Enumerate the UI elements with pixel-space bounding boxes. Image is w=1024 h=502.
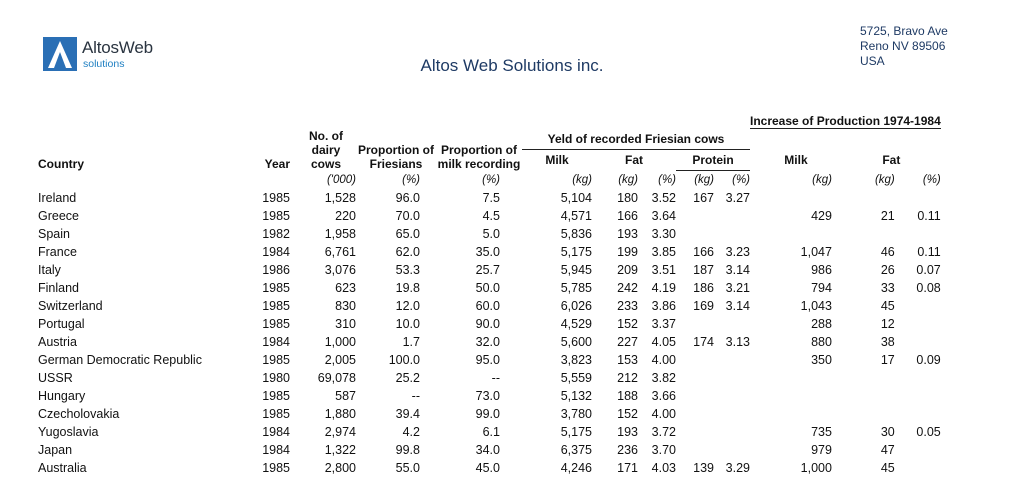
cell-friesians: 62.0 [395, 245, 420, 259]
cell-increase-fat-kg: 45 [880, 461, 895, 475]
unit-label: (kg) [618, 173, 638, 186]
cell-increase-fat-pct [895, 315, 941, 333]
cell-yield-fat-kg: 171 [617, 461, 638, 475]
cell-country: Portugal [38, 317, 85, 331]
cell-increase-milk: 429 [811, 209, 832, 223]
cell-milk-recording: 6.1 [482, 425, 500, 439]
cell-yield-milk: 4,529 [560, 317, 592, 331]
cell-yield-fat-kg: 153 [617, 353, 638, 367]
cell-yield-fat-kg: 166 [617, 209, 638, 223]
cell-yield-fat-pct: 3.70 [651, 443, 676, 457]
cell-dairy-cows: 2,800 [324, 461, 356, 475]
cell-increase-fat-kg: 17 [880, 353, 895, 367]
cell-yield-fat-pct: 3.72 [651, 425, 676, 439]
col-header-friesians: Proportion of Friesians [358, 142, 434, 171]
cell-yield-milk: 6,375 [560, 443, 592, 457]
cell-increase-fat-kg: 45 [880, 299, 895, 313]
cell-protein-kg [676, 441, 714, 459]
address-line: USA [860, 54, 885, 68]
cell-yield-fat-kg: 193 [617, 425, 638, 439]
cell-country: German Democratic Republic [38, 353, 202, 367]
cell-country: Hungary [38, 389, 86, 403]
cell-increase-milk: 735 [811, 425, 832, 439]
cell-yield-fat-kg: 212 [617, 371, 638, 385]
cell-country: Italy [38, 263, 61, 277]
table-row [38, 297, 941, 315]
cell-yield-milk: 5,559 [560, 371, 592, 385]
cell-increase-fat-pct: 0.11 [917, 245, 941, 259]
cell-milk-recording: 25.7 [475, 263, 500, 277]
cell-yield-fat-pct: 3.66 [651, 389, 676, 403]
cell-friesians: 65.0 [395, 227, 420, 241]
cell-yield-fat-kg: 233 [617, 299, 638, 313]
cell-dairy-cows: 6,761 [324, 245, 356, 259]
group-header-increase: Increase of Production 1974-1984 [750, 110, 941, 129]
company-address [860, 24, 948, 69]
cell-milk-recording: 73.0 [475, 389, 500, 403]
cell-yield-fat-kg: 152 [617, 407, 638, 421]
cell-increase-fat-pct [895, 441, 941, 459]
cell-country: Finland [38, 281, 79, 295]
cell-protein-pct: 3.29 [725, 461, 750, 475]
cell-yield-fat-pct: 4.00 [651, 407, 676, 421]
table-row [38, 351, 941, 369]
cell-yield-milk: 5,175 [560, 425, 592, 439]
cell-increase-milk: 880 [811, 335, 832, 349]
address-line: 5725, Bravo Ave [860, 24, 948, 38]
unit-label: (%) [658, 173, 676, 186]
cell-increase-milk [750, 369, 842, 387]
cell-yield-milk: 5,945 [560, 263, 592, 277]
cell-increase-fat-kg [842, 369, 895, 387]
cell-year: 1980 [262, 371, 290, 385]
cell-protein-kg [676, 405, 714, 423]
cell-yield-fat-kg: 209 [617, 263, 638, 277]
table-row [38, 189, 941, 207]
cell-protein-pct: 3.21 [725, 281, 750, 295]
col-header-country: Country [38, 156, 84, 171]
cell-milk-recording: 4.5 [482, 209, 500, 223]
cell-dairy-cows: 1,880 [324, 407, 356, 421]
cell-yield-fat-pct: 4.05 [651, 335, 676, 349]
cell-increase-fat-pct [895, 369, 941, 387]
cell-yield-milk: 5,785 [560, 281, 592, 295]
cell-yield-fat-pct: 4.03 [651, 461, 676, 475]
cell-yield-fat-pct: 3.64 [651, 209, 676, 223]
cell-milk-recording: -- [491, 371, 500, 385]
cell-country: Spain [38, 227, 70, 241]
cell-dairy-cows: 1,322 [324, 443, 356, 457]
cell-milk-recording: 45.0 [475, 461, 500, 475]
cell-yield-fat-pct: 4.00 [651, 353, 676, 367]
sub-header-milk: Milk [545, 153, 569, 168]
cell-year: 1982 [262, 227, 290, 241]
cell-dairy-cows: 2,974 [324, 425, 356, 439]
cell-year: 1985 [262, 461, 290, 475]
cell-yield-fat-pct: 3.52 [651, 191, 676, 205]
cell-increase-milk [750, 225, 842, 243]
cell-dairy-cows: 69,078 [317, 371, 356, 385]
cell-increase-fat-kg: 30 [880, 425, 895, 439]
cell-milk-recording: 5.0 [482, 227, 500, 241]
cell-increase-fat-pct: 0.07 [916, 263, 941, 277]
cell-friesians: -- [411, 389, 420, 403]
cell-friesians: 53.3 [395, 263, 420, 277]
table-row [38, 423, 941, 441]
table-row [38, 243, 941, 261]
cell-milk-recording: 99.0 [475, 407, 500, 421]
unit-label: (kg) [812, 173, 832, 186]
cell-year: 1985 [262, 281, 290, 295]
cell-increase-milk: 986 [811, 263, 832, 277]
cell-protein-kg: 186 [693, 281, 714, 295]
cell-year: 1986 [262, 263, 290, 277]
cell-increase-fat-pct [895, 459, 941, 477]
table-row [38, 225, 941, 243]
dairy-data-table [38, 110, 941, 477]
sub-header-protein: Protein [676, 149, 750, 170]
cell-milk-recording: 95.0 [475, 353, 500, 367]
cell-year: 1985 [262, 209, 290, 223]
cell-milk-recording: 32.0 [475, 335, 500, 349]
col-header-recording: Proportion of milk recording [437, 142, 521, 171]
cell-dairy-cows: 1,000 [324, 335, 356, 349]
cell-increase-fat-pct [895, 405, 941, 423]
cell-increase-fat-pct: 0.05 [916, 425, 941, 439]
cell-increase-fat-pct: 0.09 [916, 353, 941, 367]
cell-increase-fat-kg: 47 [880, 443, 895, 457]
cell-protein-pct [714, 315, 750, 333]
cell-yield-fat-kg: 242 [617, 281, 638, 295]
unit-label: (%) [482, 173, 500, 186]
cell-friesians: 100.0 [388, 353, 420, 367]
cell-dairy-cows: 1,958 [324, 227, 356, 241]
cell-increase-fat-kg [842, 405, 895, 423]
address-line: Reno NV 89506 [860, 39, 946, 53]
cell-friesians: 4.2 [402, 425, 420, 439]
cell-yield-milk: 6,026 [560, 299, 592, 313]
cell-year: 1985 [262, 353, 290, 367]
cell-country: Ireland [38, 191, 77, 205]
cell-dairy-cows: 830 [335, 299, 356, 313]
cell-protein-kg: 166 [693, 245, 714, 259]
cell-protein-kg: 174 [693, 335, 714, 349]
cell-dairy-cows: 587 [335, 389, 356, 403]
cell-increase-fat-kg: 38 [880, 335, 895, 349]
table-row [38, 279, 941, 297]
cell-yield-fat-kg: 193 [617, 227, 638, 241]
cell-protein-pct [714, 225, 750, 243]
cell-increase-fat-pct: 0.08 [916, 281, 941, 295]
table-row [38, 333, 941, 351]
cell-year: 1984 [262, 443, 290, 457]
table-row [38, 441, 941, 459]
cell-increase-fat-kg: 12 [880, 317, 895, 331]
cell-increase-milk: 1,000 [800, 461, 832, 475]
col-header-year: Year [264, 156, 290, 171]
cell-year: 1985 [262, 191, 290, 205]
cell-friesians: 19.8 [395, 281, 420, 295]
cell-yield-fat-pct: 3.51 [651, 263, 676, 277]
cell-milk-recording: 7.5 [482, 191, 500, 205]
unit-label: (%) [922, 173, 941, 186]
cell-increase-milk: 350 [811, 353, 832, 367]
cell-friesians: 10.0 [395, 317, 420, 331]
cell-country: Australia [38, 461, 87, 475]
cell-milk-recording: 35.0 [475, 245, 500, 259]
cell-increase-fat-kg [842, 225, 895, 243]
cell-increase-milk: 288 [811, 317, 832, 331]
table-row [38, 261, 941, 279]
cell-protein-kg [676, 387, 714, 405]
cell-protein-pct: 3.13 [725, 335, 750, 349]
sub-header-increase-fat: Fat [882, 152, 901, 167]
company-title: Altos Web Solutions inc. [420, 56, 604, 75]
cell-dairy-cows: 623 [335, 281, 356, 295]
cell-yield-milk: 5,600 [560, 335, 592, 349]
cell-yield-milk: 5,104 [560, 191, 592, 205]
table-row [38, 405, 941, 423]
cell-milk-recording: 90.0 [475, 317, 500, 331]
cell-protein-pct: 3.14 [725, 263, 750, 277]
cell-dairy-cows: 2,005 [324, 353, 356, 367]
cell-increase-fat-pct [895, 333, 941, 351]
cell-country: Austria [38, 335, 77, 349]
cell-yield-milk: 3,780 [560, 407, 592, 421]
cell-dairy-cows: 1,528 [324, 191, 356, 205]
cell-yield-fat-kg: 236 [617, 443, 638, 457]
cell-friesians: 1.7 [402, 335, 420, 349]
cell-protein-pct [714, 405, 750, 423]
cell-protein-kg [676, 207, 714, 225]
cell-yield-fat-kg: 180 [617, 191, 638, 205]
table-row [38, 207, 941, 225]
unit-label: (kg) [874, 173, 895, 186]
cell-yield-fat-kg: 188 [617, 389, 638, 403]
cell-protein-kg: 139 [693, 461, 714, 475]
unit-label: (%) [402, 173, 420, 186]
table-row [38, 459, 941, 477]
cell-increase-milk [750, 189, 842, 207]
cell-protein-kg: 167 [693, 191, 714, 205]
cell-protein-kg [676, 351, 714, 369]
cell-year: 1985 [262, 299, 290, 313]
cell-dairy-cows: 310 [335, 317, 356, 331]
sub-header-increase-milk: Milk [784, 152, 808, 167]
cell-protein-kg: 169 [693, 299, 714, 313]
cell-increase-fat-pct: 0.11 [917, 209, 941, 223]
cell-protein-pct: 3.23 [725, 245, 750, 259]
unit-label: (%) [732, 174, 750, 186]
cell-increase-fat-pct [895, 297, 941, 315]
cell-dairy-cows: 3,076 [324, 263, 356, 277]
cell-dairy-cows: 220 [335, 209, 356, 223]
cell-increase-fat-pct [895, 189, 941, 207]
cell-yield-milk: 5,132 [560, 389, 592, 403]
cell-friesians: 99.8 [395, 443, 420, 457]
cell-protein-pct [714, 351, 750, 369]
cell-year: 1985 [262, 389, 290, 403]
cell-yield-milk: 4,571 [560, 209, 592, 223]
cell-increase-fat-kg: 46 [880, 245, 895, 259]
cell-protein-kg [676, 225, 714, 243]
cell-increase-fat-kg [842, 189, 895, 207]
group-header-yield: Yeld of recorded Friesian cows [522, 129, 750, 150]
cell-year: 1984 [262, 335, 290, 349]
cell-increase-fat-pct [895, 225, 941, 243]
unit-label: ('000) [326, 173, 356, 186]
sub-header-fat: Fat [625, 153, 643, 168]
cell-friesians: 55.0 [395, 461, 420, 475]
cell-milk-recording: 50.0 [475, 281, 500, 295]
cell-increase-fat-kg: 21 [880, 209, 895, 223]
cell-protein-pct [714, 369, 750, 387]
cell-country: Czecholovakia [38, 407, 120, 421]
cell-yield-milk: 3,823 [560, 353, 592, 367]
cell-protein-kg [676, 369, 714, 387]
cell-milk-recording: 34.0 [475, 443, 500, 457]
cell-increase-milk: 794 [811, 281, 832, 295]
cell-year: 1984 [262, 425, 290, 439]
table-row [38, 315, 941, 333]
cell-increase-milk [750, 405, 842, 423]
logo-subtitle: solutions [83, 58, 125, 70]
cell-increase-fat-kg [842, 387, 895, 405]
cell-friesians: 12.0 [395, 299, 420, 313]
cell-country: USSR [38, 371, 73, 385]
col-header-cows: No. of dairy cows [309, 128, 343, 171]
cell-yield-milk: 5,836 [560, 227, 592, 241]
cell-yield-fat-pct: 3.85 [651, 245, 676, 259]
cell-protein-kg [676, 315, 714, 333]
cell-protein-pct [714, 441, 750, 459]
unit-label: (kg) [572, 173, 592, 186]
cell-milk-recording: 60.0 [475, 299, 500, 313]
cell-country: Yugoslavia [38, 425, 99, 439]
cell-yield-milk: 4,246 [560, 461, 592, 475]
cell-year: 1985 [262, 317, 290, 331]
cell-year: 1985 [262, 407, 290, 421]
cell-friesians: 25.2 [395, 371, 420, 385]
cell-protein-pct [714, 207, 750, 225]
cell-increase-milk: 979 [811, 443, 832, 457]
cell-yield-fat-pct: 3.86 [651, 299, 676, 313]
cell-protein-pct [714, 387, 750, 405]
cell-protein-pct: 3.14 [725, 299, 750, 313]
cell-yield-fat-pct: 3.37 [651, 317, 676, 331]
table-row [38, 387, 941, 405]
cell-protein-kg [676, 423, 714, 441]
cell-country: Greece [38, 209, 79, 223]
cell-increase-milk [750, 387, 842, 405]
cell-yield-fat-pct: 3.30 [651, 227, 676, 241]
cell-friesians: 96.0 [395, 191, 420, 205]
cell-yield-fat-kg: 227 [617, 335, 638, 349]
cell-increase-fat-pct [895, 387, 941, 405]
cell-friesians: 70.0 [395, 209, 420, 223]
cell-protein-pct: 3.27 [725, 191, 750, 205]
cell-protein-kg: 187 [693, 263, 714, 277]
cell-yield-fat-pct: 4.19 [651, 281, 676, 295]
cell-yield-milk: 5,175 [560, 245, 592, 259]
table-row [38, 369, 941, 387]
cell-increase-fat-kg: 26 [880, 263, 895, 277]
cell-country: France [38, 245, 77, 259]
cell-country: Switzerland [38, 299, 103, 313]
unit-label: (kg) [694, 174, 714, 186]
cell-yield-fat-kg: 199 [617, 245, 638, 259]
cell-increase-fat-kg: 33 [880, 281, 895, 295]
cell-increase-milk: 1,047 [800, 245, 832, 259]
cell-friesians: 39.4 [395, 407, 420, 421]
logo-name: AltosWeb [82, 38, 153, 57]
cell-year: 1984 [262, 245, 290, 259]
cell-country: Japan [38, 443, 73, 457]
cell-protein-pct [714, 423, 750, 441]
cell-yield-fat-pct: 3.82 [651, 371, 676, 385]
cell-increase-milk: 1,043 [800, 299, 832, 313]
cell-yield-fat-kg: 152 [617, 317, 638, 331]
